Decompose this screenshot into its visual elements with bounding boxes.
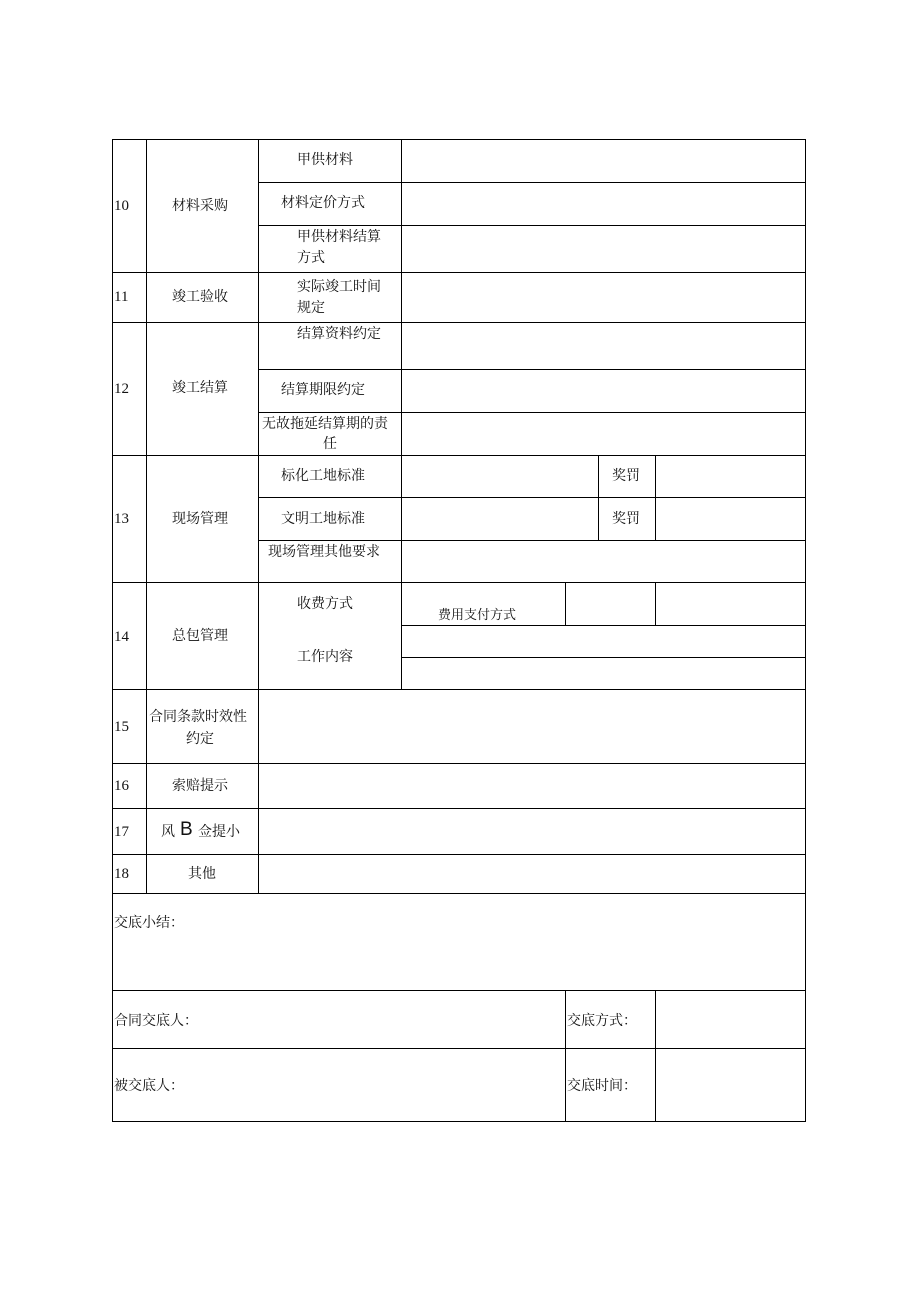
item-label: 材料定价方式 — [281, 195, 365, 211]
table-rule — [112, 582, 806, 583]
item-label: 标化工地标准 — [281, 468, 365, 484]
row-title: 合同条款时效性 — [149, 709, 247, 725]
item-label: 结算资料约定 — [297, 326, 381, 342]
table-rule — [258, 497, 806, 498]
table-rule — [112, 1121, 806, 1122]
item-label: 工作内容 — [297, 649, 353, 665]
row-number: 11 — [114, 289, 129, 305]
table-rule — [258, 369, 806, 370]
row-number: 16 — [114, 778, 129, 794]
time-label: 交底时间： — [567, 1078, 637, 1094]
summary-label: 交底小结： — [114, 915, 184, 931]
item-label: 甲供材料结算 — [297, 229, 381, 245]
row-number: 10 — [114, 198, 129, 214]
row-title-part: 风 — [161, 824, 175, 840]
row-title: 约定 — [186, 731, 214, 747]
table-rule — [112, 854, 806, 855]
table-rule — [112, 808, 806, 809]
reward-label: 奖罚 — [612, 511, 640, 527]
table-rule — [112, 763, 806, 764]
table-rule — [112, 139, 806, 140]
table-rule — [146, 139, 147, 894]
row-title-part: B — [180, 819, 193, 840]
table-rule — [258, 182, 806, 183]
table-rule — [805, 139, 806, 1122]
table-rule — [112, 272, 806, 273]
item-label: 规定 — [297, 300, 325, 316]
table-rule — [112, 139, 113, 1122]
contract-person-label: 合同交底人： — [114, 1013, 198, 1029]
row-title: 现场管理 — [172, 511, 228, 527]
item-label: 文明工地标准 — [281, 511, 365, 527]
row-title: 材料采购 — [172, 198, 228, 214]
table-rule — [655, 582, 656, 626]
item-label: 收费方式 — [297, 596, 353, 612]
table-rule — [401, 582, 402, 690]
table-rule — [112, 455, 806, 456]
table-rule — [565, 582, 566, 626]
item-label: 任 — [323, 436, 337, 452]
item-label: 甲供材料 — [297, 152, 353, 168]
item-label: 方式 — [297, 250, 325, 266]
item-label: 费用支付方式 — [438, 608, 517, 623]
table-rule — [258, 412, 806, 413]
row-number: 15 — [114, 719, 129, 735]
table-rule — [258, 540, 806, 541]
receiver-label: 被交底人： — [114, 1078, 184, 1094]
row-title-part: 佥提小 — [198, 824, 240, 840]
table-rule — [112, 1048, 806, 1049]
row-number: 13 — [114, 511, 129, 527]
row-title: 索赔提示 — [172, 778, 228, 794]
table-rule — [401, 139, 402, 583]
table-rule — [112, 322, 806, 323]
item-label: 结算期限约定 — [281, 382, 365, 398]
row-number: 18 — [114, 866, 129, 882]
row-number: 14 — [114, 629, 129, 645]
method-label: 交底方式： — [567, 1013, 637, 1029]
table-rule — [565, 990, 566, 1122]
item-label: 无故拖延结算期的责 — [262, 416, 388, 432]
row-title: 竣工结算 — [172, 380, 228, 396]
table-rule — [112, 990, 806, 991]
item-label: 实际竣工时间 — [297, 279, 381, 295]
table-rule — [258, 225, 806, 226]
reward-label: 奖罚 — [612, 468, 640, 484]
row-title: 其他 — [188, 866, 216, 882]
table-rule — [258, 139, 259, 894]
table-rule — [112, 893, 806, 894]
table-rule — [112, 689, 806, 690]
row-number: 17 — [114, 824, 129, 840]
table-rule — [655, 455, 656, 541]
table-rule — [598, 455, 599, 541]
table-rule — [401, 657, 806, 658]
table-rule — [655, 990, 656, 1122]
item-label: 现场管理其他要求 — [268, 544, 380, 560]
row-title: 总包管理 — [172, 628, 228, 644]
row-title: 竣工验收 — [172, 289, 228, 305]
row-number: 12 — [114, 381, 129, 397]
